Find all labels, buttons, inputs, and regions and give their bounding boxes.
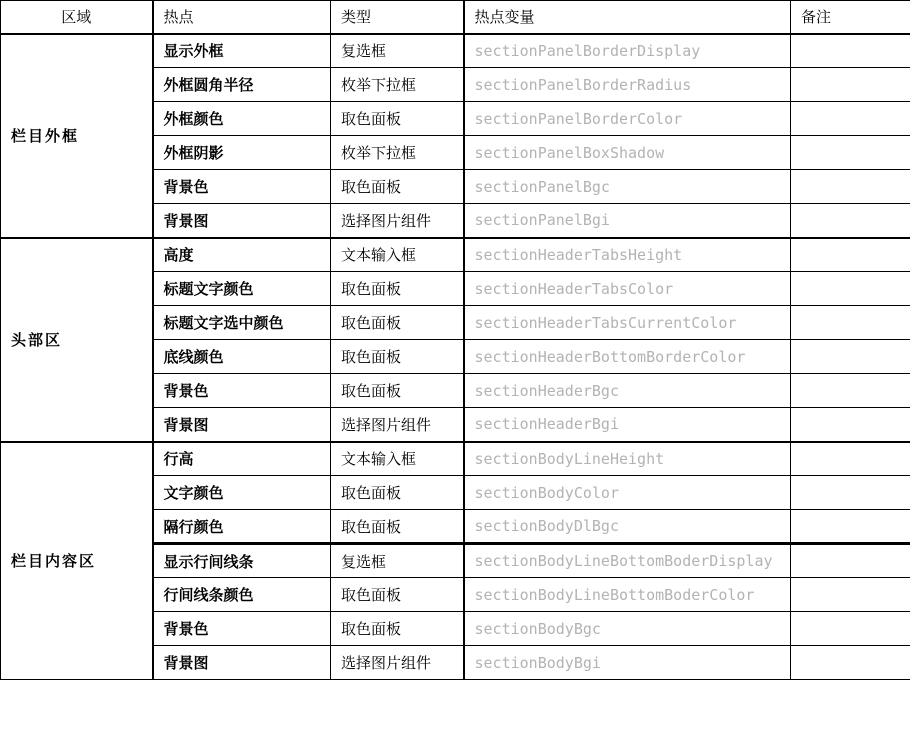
note-cell	[791, 102, 910, 136]
variable-cell: sectionBodyLineBottomBoderDisplay	[464, 544, 791, 578]
hotspot-cell: 外框颜色	[153, 102, 331, 136]
note-cell	[791, 510, 910, 544]
hotspot-cell: 显示外框	[153, 34, 331, 68]
type-cell: 选择图片组件	[331, 204, 464, 238]
table-row	[1, 34, 910, 68]
table-row	[1, 442, 910, 476]
type-cell: 复选框	[331, 544, 464, 578]
type-cell: 取色面板	[331, 306, 464, 340]
hotspot-cell: 背景图	[153, 408, 331, 442]
variable-cell: sectionBodyBgi	[464, 646, 791, 680]
variable-cell: sectionHeaderBgi	[464, 408, 791, 442]
note-cell	[791, 408, 910, 442]
region-cell: 头部区	[1, 238, 153, 442]
type-cell: 选择图片组件	[331, 646, 464, 680]
type-cell: 取色面板	[331, 102, 464, 136]
variable-cell: sectionHeaderBottomBorderColor	[464, 340, 791, 374]
variable-cell: sectionPanelBgi	[464, 204, 791, 238]
type-cell: 取色面板	[331, 170, 464, 204]
note-cell	[791, 340, 910, 374]
note-cell	[791, 306, 910, 340]
type-cell: 取色面板	[331, 612, 464, 646]
variable-cell: sectionPanelBgc	[464, 170, 791, 204]
variable-cell: sectionBodyLineBottomBoderColor	[464, 578, 791, 612]
column-header-note: 备注	[791, 1, 910, 34]
column-header-hotspot: 热点	[153, 1, 331, 34]
note-cell	[791, 442, 910, 476]
variable-cell: sectionBodyLineHeight	[464, 442, 791, 476]
type-cell: 取色面板	[331, 510, 464, 544]
note-cell	[791, 578, 910, 612]
hotspot-cell: 底线颜色	[153, 340, 331, 374]
variable-cell: sectionPanelBorderRadius	[464, 68, 791, 102]
column-header-variable: 热点变量	[464, 1, 791, 34]
column-header-region: 区域	[1, 1, 153, 34]
type-cell: 取色面板	[331, 272, 464, 306]
column-header-type: 类型	[331, 1, 464, 34]
type-cell: 取色面板	[331, 476, 464, 510]
note-cell	[791, 136, 910, 170]
hotspot-cell: 背景图	[153, 646, 331, 680]
type-cell: 文本输入框	[331, 238, 464, 272]
variable-cell: sectionHeaderBgc	[464, 374, 791, 408]
variable-cell: sectionHeaderTabsCurrentColor	[464, 306, 791, 340]
variable-cell: sectionBodyBgc	[464, 612, 791, 646]
variable-cell: sectionPanelBoxShadow	[464, 136, 791, 170]
note-cell	[791, 544, 910, 578]
variable-cell: sectionPanelBorderDisplay	[464, 34, 791, 68]
note-cell	[791, 34, 910, 68]
variable-cell: sectionHeaderTabsHeight	[464, 238, 791, 272]
variable-cell: sectionPanelBorderColor	[464, 102, 791, 136]
type-cell: 复选框	[331, 34, 464, 68]
region-cell: 栏目内容区	[1, 442, 153, 680]
hotspot-cell: 隔行颜色	[153, 510, 331, 544]
hotspot-cell: 背景图	[153, 204, 331, 238]
hotspot-cell: 背景色	[153, 374, 331, 408]
type-cell: 枚举下拉框	[331, 68, 464, 102]
hotspot-cell: 行高	[153, 442, 331, 476]
note-cell	[791, 68, 910, 102]
note-cell	[791, 272, 910, 306]
type-cell: 文本输入框	[331, 442, 464, 476]
type-cell: 选择图片组件	[331, 408, 464, 442]
type-cell: 枚举下拉框	[331, 136, 464, 170]
type-cell: 取色面板	[331, 340, 464, 374]
note-cell	[791, 476, 910, 510]
hotspot-cell: 背景色	[153, 612, 331, 646]
note-cell	[791, 204, 910, 238]
hotspot-cell: 行间线条颜色	[153, 578, 331, 612]
type-cell: 取色面板	[331, 374, 464, 408]
note-cell	[791, 238, 910, 272]
hotspot-cell: 标题文字选中颜色	[153, 306, 331, 340]
note-cell	[791, 646, 910, 680]
type-cell: 取色面板	[331, 578, 464, 612]
region-cell: 栏目外框	[1, 34, 153, 238]
variable-cell: sectionHeaderTabsColor	[464, 272, 791, 306]
header-row	[1, 1, 910, 34]
hotspot-cell: 标题文字颜色	[153, 272, 331, 306]
hotspot-cell: 显示行间线条	[153, 544, 331, 578]
variable-cell: sectionBodyDlBgc	[464, 510, 791, 544]
note-cell	[791, 612, 910, 646]
hotspot-cell: 高度	[153, 238, 331, 272]
note-cell	[791, 170, 910, 204]
hotspot-cell: 外框圆角半径	[153, 68, 331, 102]
hotspot-cell: 外框阴影	[153, 136, 331, 170]
table-row	[1, 238, 910, 272]
hotspot-cell: 背景色	[153, 170, 331, 204]
hotspot-cell: 文字颜色	[153, 476, 331, 510]
note-cell	[791, 374, 910, 408]
variable-cell: sectionBodyColor	[464, 476, 791, 510]
